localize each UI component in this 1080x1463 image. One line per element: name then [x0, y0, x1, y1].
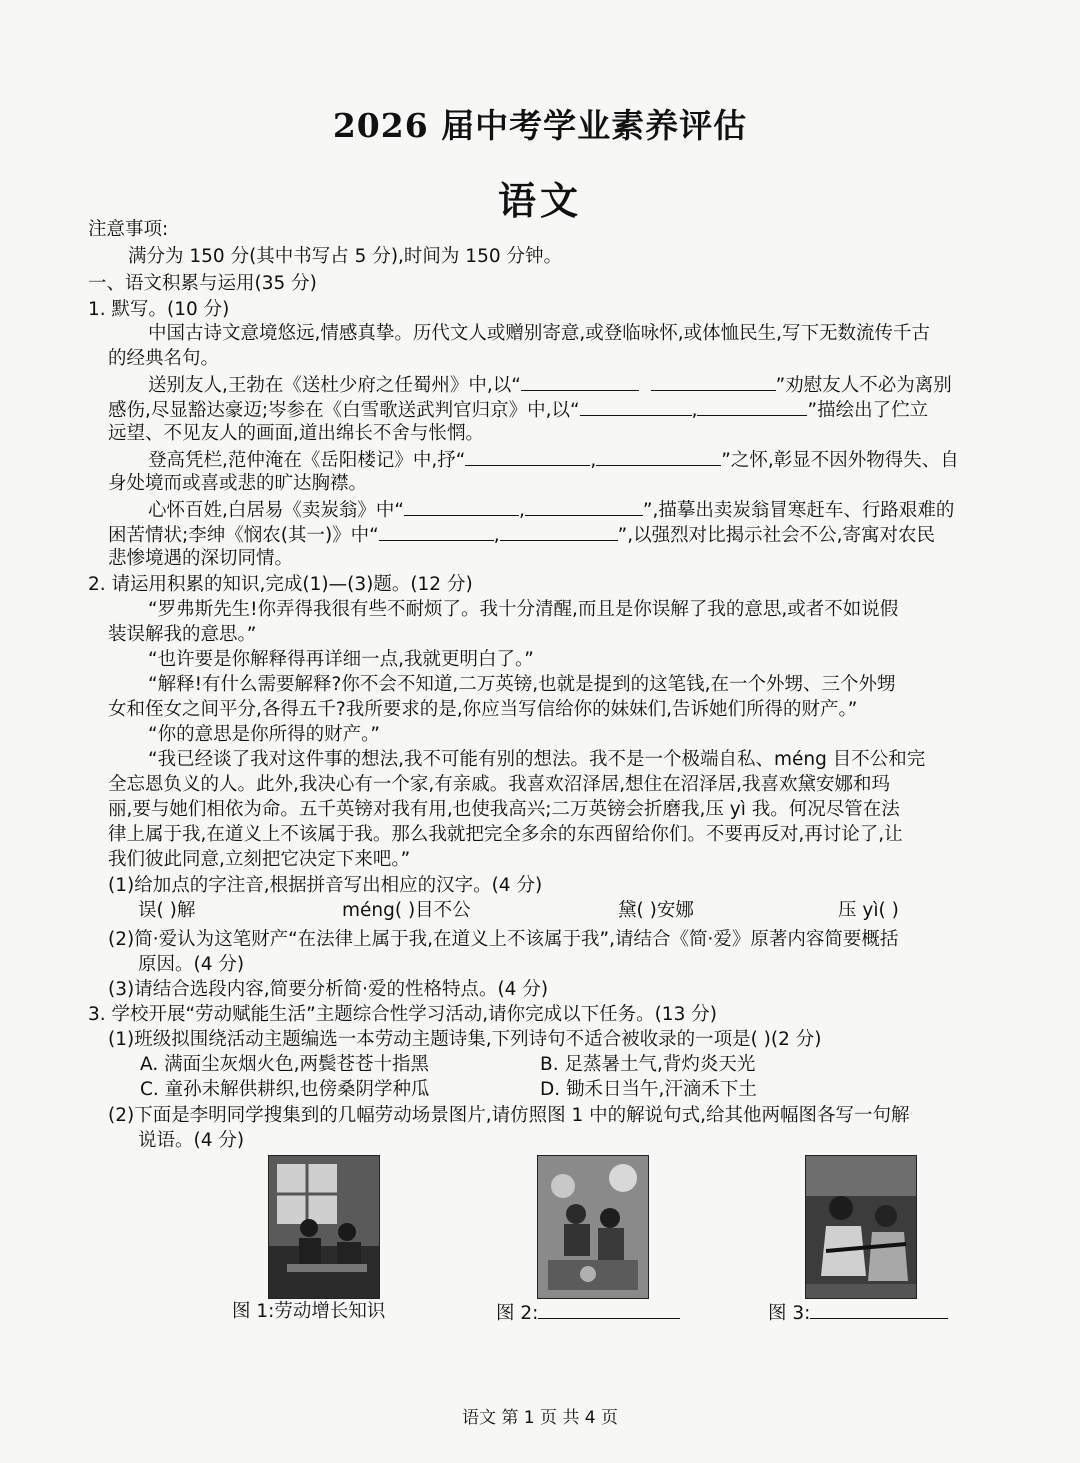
answer-blank[interactable] [404, 497, 519, 516]
excerpt-line: “也许要是你解释得再详细一点,我就更明白了。” [148, 649, 534, 670]
exam-title: 2026 届中考学业素养评估 [332, 106, 748, 145]
q1-intro: 中国古诗文意境悠远,情感真挚。历代文人或赠别寄意,或登临咏怀,或体恤民生,写下无数流传千古 [148, 323, 931, 344]
pinyin-item[interactable]: 黛( )安娜 [618, 900, 694, 921]
answer-blank[interactable] [521, 372, 639, 391]
answer-blank[interactable] [465, 447, 590, 466]
figure-2-label: 图 2: [496, 1303, 539, 1324]
q1-text: ”劝慰友人不必为离别 [775, 375, 952, 396]
q2-sub1: (1)给加点的字注音,根据拼音写出相应的汉字。(4 分) [108, 875, 543, 896]
figure-2-answer-blank[interactable] [538, 1300, 680, 1319]
option-a[interactable]: A. 满面尘灰烟火色,两鬓苍苍十指黑 [140, 1054, 429, 1075]
q1-intro-cont: 的经典名句。 [108, 348, 220, 369]
q1-line [148, 372, 952, 398]
q1-text: ”描绘出了伫立 [807, 400, 929, 421]
excerpt-line: 装误解我的意思。” [108, 624, 257, 645]
q1-text: ”,描摹出卖炭翁冒寒赶车、行路艰难的 [642, 500, 955, 521]
pinyin-item[interactable]: méng( )目不公 [342, 900, 471, 921]
q1-line: 登高凭栏,范仲淹在《岳阳楼记》中,抒“ , ”之怀,彰显不因外物得失、自 [148, 447, 959, 473]
q2-sub3: (3)请结合选段内容,简要分析简·爱的性格特点。(4 分) [108, 979, 549, 1000]
subject-title: 语文 [497, 178, 582, 223]
q1-line: 感伤,尽显豁达豪迈;岑参在《白雪歌送武判官归京》中,以“ , ”描绘出了伫立 [108, 397, 928, 423]
answer-blank[interactable] [500, 522, 618, 541]
q2-heading: 2. 请运用积累的知识,完成(1)—(3)题。(12 分) [88, 574, 473, 595]
option-d[interactable]: D. 锄禾日当午,汗滴禾下土 [540, 1079, 757, 1100]
answer-blank[interactable] [697, 397, 807, 416]
q1-text: 登高凭栏,范仲淹在《岳阳楼记》中,抒“ [148, 450, 466, 471]
q1-text: ”之怀,彰显不因外物得失、自 [721, 450, 959, 471]
figure-3-label: 图 3: [768, 1303, 811, 1324]
q1-text: 远望、不见友人的画面,道出绵长不舍与怅惘。 [108, 423, 484, 444]
q1-line: 心怀百姓,白居易《卖炭翁》中“ , ”,描摹出卖炭翁冒寒赶车、行路艰难的 [148, 497, 954, 523]
figure-2-caption [496, 1300, 680, 1326]
answer-blank[interactable] [525, 497, 643, 516]
page-footer: 语文 第 1 页 共 4 页 [461, 1408, 619, 1428]
cooking-scene-illustration [806, 1156, 916, 1298]
q1-text: 悲惨境遇的深切同情。 [108, 548, 294, 569]
q1-text: 身处境而或喜或悲的旷达胸襟。 [108, 473, 368, 494]
pinyin-item[interactable]: 压 yì( ) [838, 900, 899, 921]
figure-1-image [268, 1155, 380, 1299]
q1-heading: 1. 默写。(10 分) [88, 299, 230, 320]
notice-label: 注意事项: [88, 219, 169, 240]
group-work-illustration [538, 1156, 648, 1298]
figure-1-caption: 图 1:劳动增长知识 [232, 1301, 386, 1322]
excerpt-line: “解释!有什么需要解释?你不会不知道,二万英镑,也就是提到的这笔钱,在一个外甥、三个外甥 [148, 674, 896, 695]
excerpt-line: “罗弗斯先生!你弄得我很有些不耐烦了。我十分清醒,而且是你误解了我的意思,或者不如说假 [148, 599, 899, 620]
q1-text: ”,以强烈对比揭示社会不公,寄寓对农民 [617, 525, 936, 546]
answer-blank[interactable] [651, 372, 776, 391]
excerpt-line: 全忘恩负义的人。此外,我决心有一个家,有亲戚。我喜欢沼泽居,想住在沼泽居,我喜欢黛安娜和玛 [108, 774, 891, 795]
q1-line: 困苦情状;李绅《悯农(其一)》中“ , ”,以强烈对比揭示社会不公,寄寓对农民 [108, 522, 935, 548]
excerpt-line: 丽,要与她们相依为命。五千英镑对我有用,也使我高兴;二万英镑会折磨我,压 yì 我。何况尽管在法 [108, 799, 900, 820]
pinyin-item[interactable]: 误( )解 [138, 900, 196, 921]
q3-sub2-cont: 说语。(4 分) [138, 1130, 245, 1151]
notice-text: 满分为 150 分(其中书写占 5 分),时间为 150 分钟。 [128, 246, 562, 267]
option-b[interactable]: B. 足蒸暑土气,背灼炎天光 [540, 1054, 756, 1075]
answer-blank[interactable] [596, 447, 721, 466]
figure-3-image [805, 1155, 917, 1299]
q3-sub2: (2)下面是李明同学搜集到的几幅劳动场景图片,请仿照图 1 中的解说句式,给其他两幅图各写一句解 [108, 1105, 910, 1126]
option-c[interactable]: C. 童孙未解供耕织,也傍桑阴学种瓜 [140, 1079, 430, 1100]
excerpt-line: 我们彼此同意,立刻把它决定下来吧。” [108, 849, 411, 870]
answer-blank[interactable] [580, 397, 692, 416]
figure-3-answer-blank[interactable] [810, 1300, 948, 1319]
q1-text: 送别友人,王勃在《送杜少府之任蜀州》中,以“ [148, 375, 521, 396]
excerpt-line: “我已经谈了我对这件事的想法,我不可能有别的想法。我不是一个极端自私、méng 目不公和完 [148, 749, 926, 770]
excerpt-line: 女和侄女之间平分,各得五千?我所要求的是,你应当写信给你的妹妹们,告诉她们所得的财产。” [108, 699, 858, 720]
reading-scene-illustration [269, 1156, 379, 1298]
excerpt-line: 律上属于我,在道义上不该属于我。那么我就把完全多余的东西留给你们。不要再反对,再讨论了,让 [108, 824, 903, 845]
figure-2-image [537, 1155, 649, 1299]
excerpt-line: “你的意思是你所得的财产。” [148, 724, 380, 745]
q3-sub1: (1)班级拟围绕活动主题编选一本劳动主题诗集,下列诗句不适合被收录的一项是( )(2 分) [108, 1029, 822, 1050]
q3-heading: 3. 学校开展“劳动赋能生活”主题综合性学习活动,请你完成以下任务。(13 分) [88, 1004, 717, 1025]
q1-text: 心怀百姓,白居易《卖炭翁》中“ [148, 500, 404, 521]
section1-heading: 一、语文积累与运用(35 分) [88, 273, 317, 294]
figure-3-caption [768, 1300, 948, 1326]
q2-sub2: (2)简·爱认为这笔财产“在法律上属于我,在道义上不该属于我”,请结合《简·爱》原著内容简要概括 [108, 929, 899, 950]
q2-sub2-cont: 原因。(4 分) [138, 954, 245, 975]
q1-text: 感伤,尽显豁达豪迈;岑参在《白雪歌送武判官归京》中,以“ [108, 400, 580, 421]
answer-blank[interactable] [379, 522, 494, 541]
q1-text: 困苦情状;李绅《悯农(其一)》中“ [108, 525, 379, 546]
